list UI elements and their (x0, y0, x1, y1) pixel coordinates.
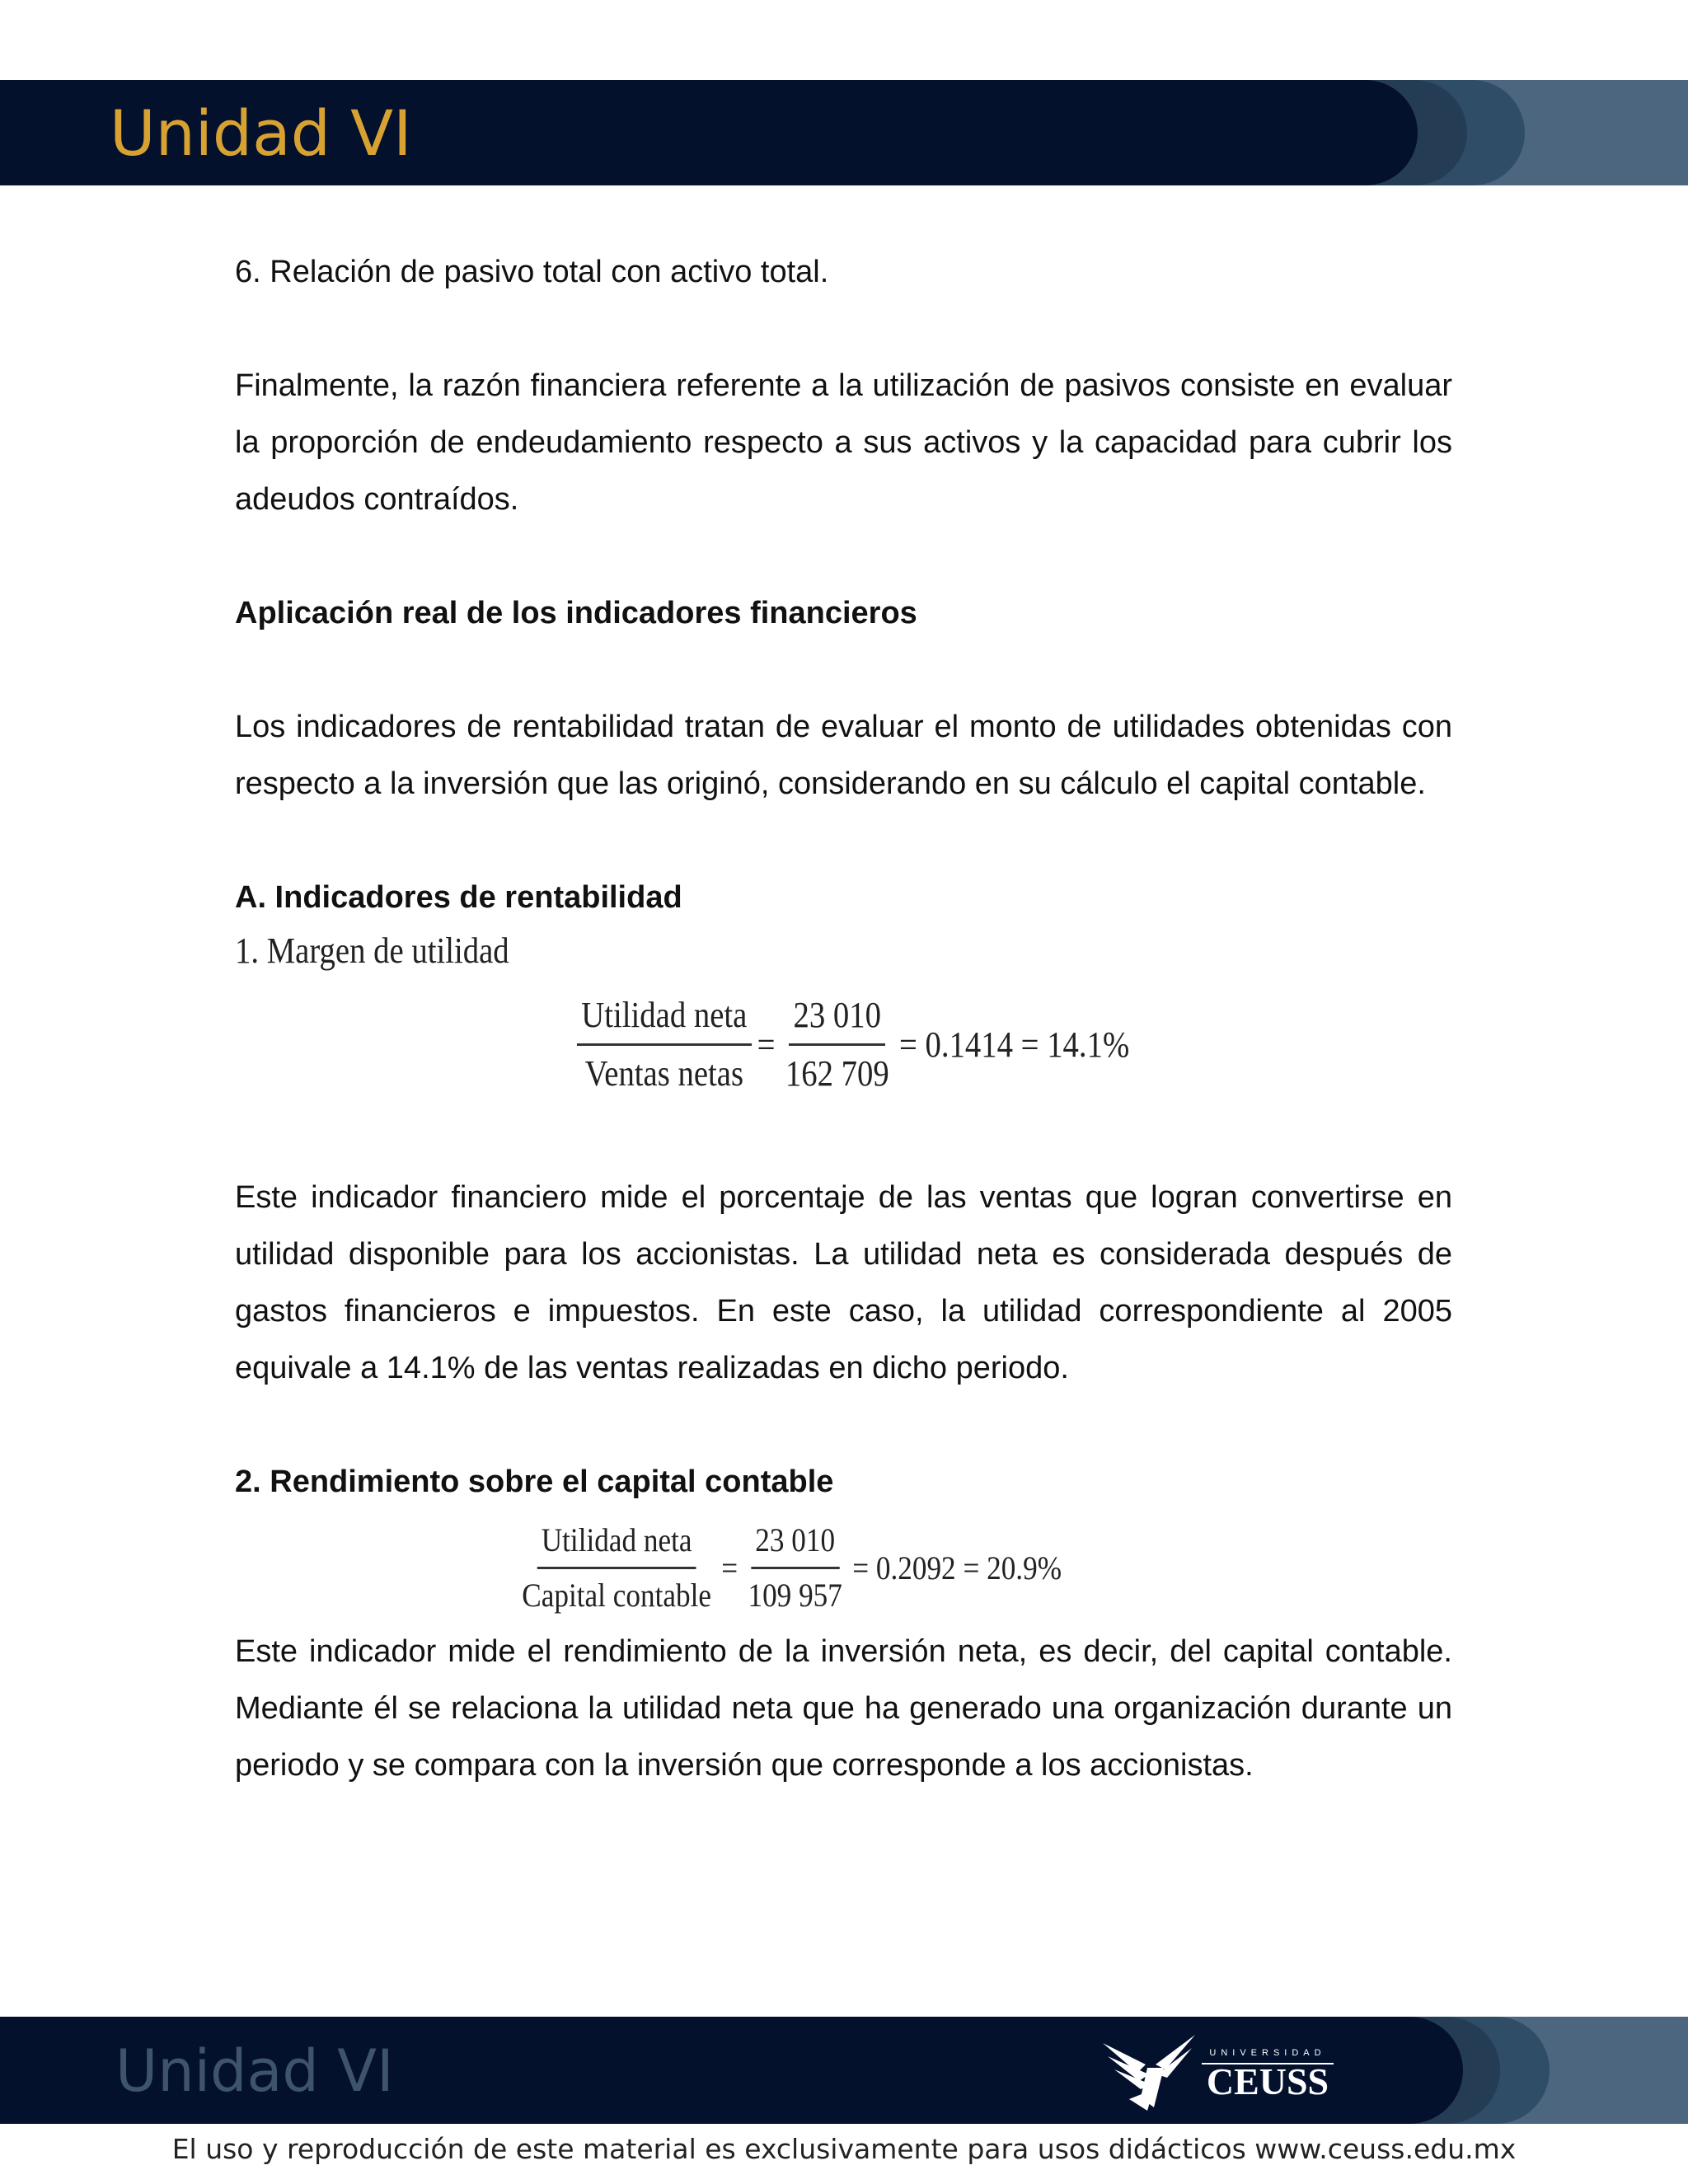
numerator-value: 23 010 (751, 1521, 839, 1569)
footer-banner (0, 2017, 1688, 2124)
fraction-values (781, 994, 893, 1095)
paragraph-rendimiento-explicacion: Este indicador mide el rendimiento de la inversión neta, es decir, del capital contable. Mediante él se relaciona la utilidad neta que ha generado una organización durante un periodo y se compara con la inversión que corresponde a los accionistas. (235, 1634, 1452, 1783)
numerator-value: 23 010 (789, 994, 885, 1046)
subheading-indicadores-rentabilidad: A. Indicadores de rentabilidad (235, 880, 682, 915)
subheading-rendimiento-capital: 2. Rendimiento sobre el capital contable (235, 1465, 834, 1499)
fraction-values (743, 1521, 846, 1615)
formula-rendimiento-capital (518, 1521, 1340, 1615)
denominator-label: Capital contable (522, 1577, 711, 1614)
equals-sign: = (721, 1549, 738, 1586)
document-body (235, 244, 1452, 1794)
footer-disclaimer: El uso y reproducción de este material es exclusivamente para usos didácticos www.ceuss.edu.mx (171, 2133, 1517, 2165)
formula-result: = 0.1414 = 14.1% (899, 1024, 1130, 1065)
paragraph-rentabilidad: Los indicadores de rentabilidad tratan de evaluar el monto de utilidades obtenidas con respecto a la inversión que las originó, considerando en su cálculo el capital contable. (235, 710, 1452, 801)
paragraph-margen-explicacion: Este indicador financiero mide el porcentaje de las ventas que logran convertirse en utilidad disponible para los accionistas. La utilidad neta es considerada después de gastos financieros e impuestos. En este caso, la utilidad correspondiente al 2005 equivale a 14.1% de las ventas realizadas en dicho periodo. (235, 1180, 1452, 1385)
section-heading-aplicacion: Aplicación real de los indicadores financieros (235, 596, 917, 630)
eagle-emblem-icon (1096, 2032, 1203, 2114)
footer-title: Unidad VI (115, 2037, 394, 2105)
numerator-label: Utilidad neta (577, 994, 752, 1046)
ceuss-logo (1096, 2032, 1343, 2114)
logo-universidad-text: UNIVERSIDAD (1209, 2048, 1326, 2058)
formula-1-title: 1. Margen de utilidad (235, 930, 509, 971)
denominator-value: 162 709 (785, 1053, 889, 1094)
header-title: Unidad VI (110, 96, 412, 170)
paragraph-pasivos: Finalmente, la razón financiera referente a la utilización de pasivos consiste en evaluar la proporción de endeudamiento respecto a sus activos y la capacidad para cubrir los adeudos contraídos. (235, 368, 1452, 517)
formula-margen-utilidad (577, 994, 1348, 1095)
fraction-labels (518, 1521, 715, 1615)
header-banner (0, 80, 1688, 185)
formula-result: = 0.2092 = 20.9% (852, 1549, 1062, 1586)
numerator-label: Utilidad neta (537, 1521, 696, 1569)
equals-sign: = (757, 1024, 776, 1065)
logo-ceuss-text: CEUSS (1206, 2060, 1329, 2102)
denominator-value: 109 957 (748, 1577, 842, 1614)
fraction-labels (577, 994, 752, 1095)
denominator-label: Ventas netas (584, 1053, 744, 1094)
list-item-6: 6. Relación de pasivo total con activo total. (235, 255, 829, 289)
